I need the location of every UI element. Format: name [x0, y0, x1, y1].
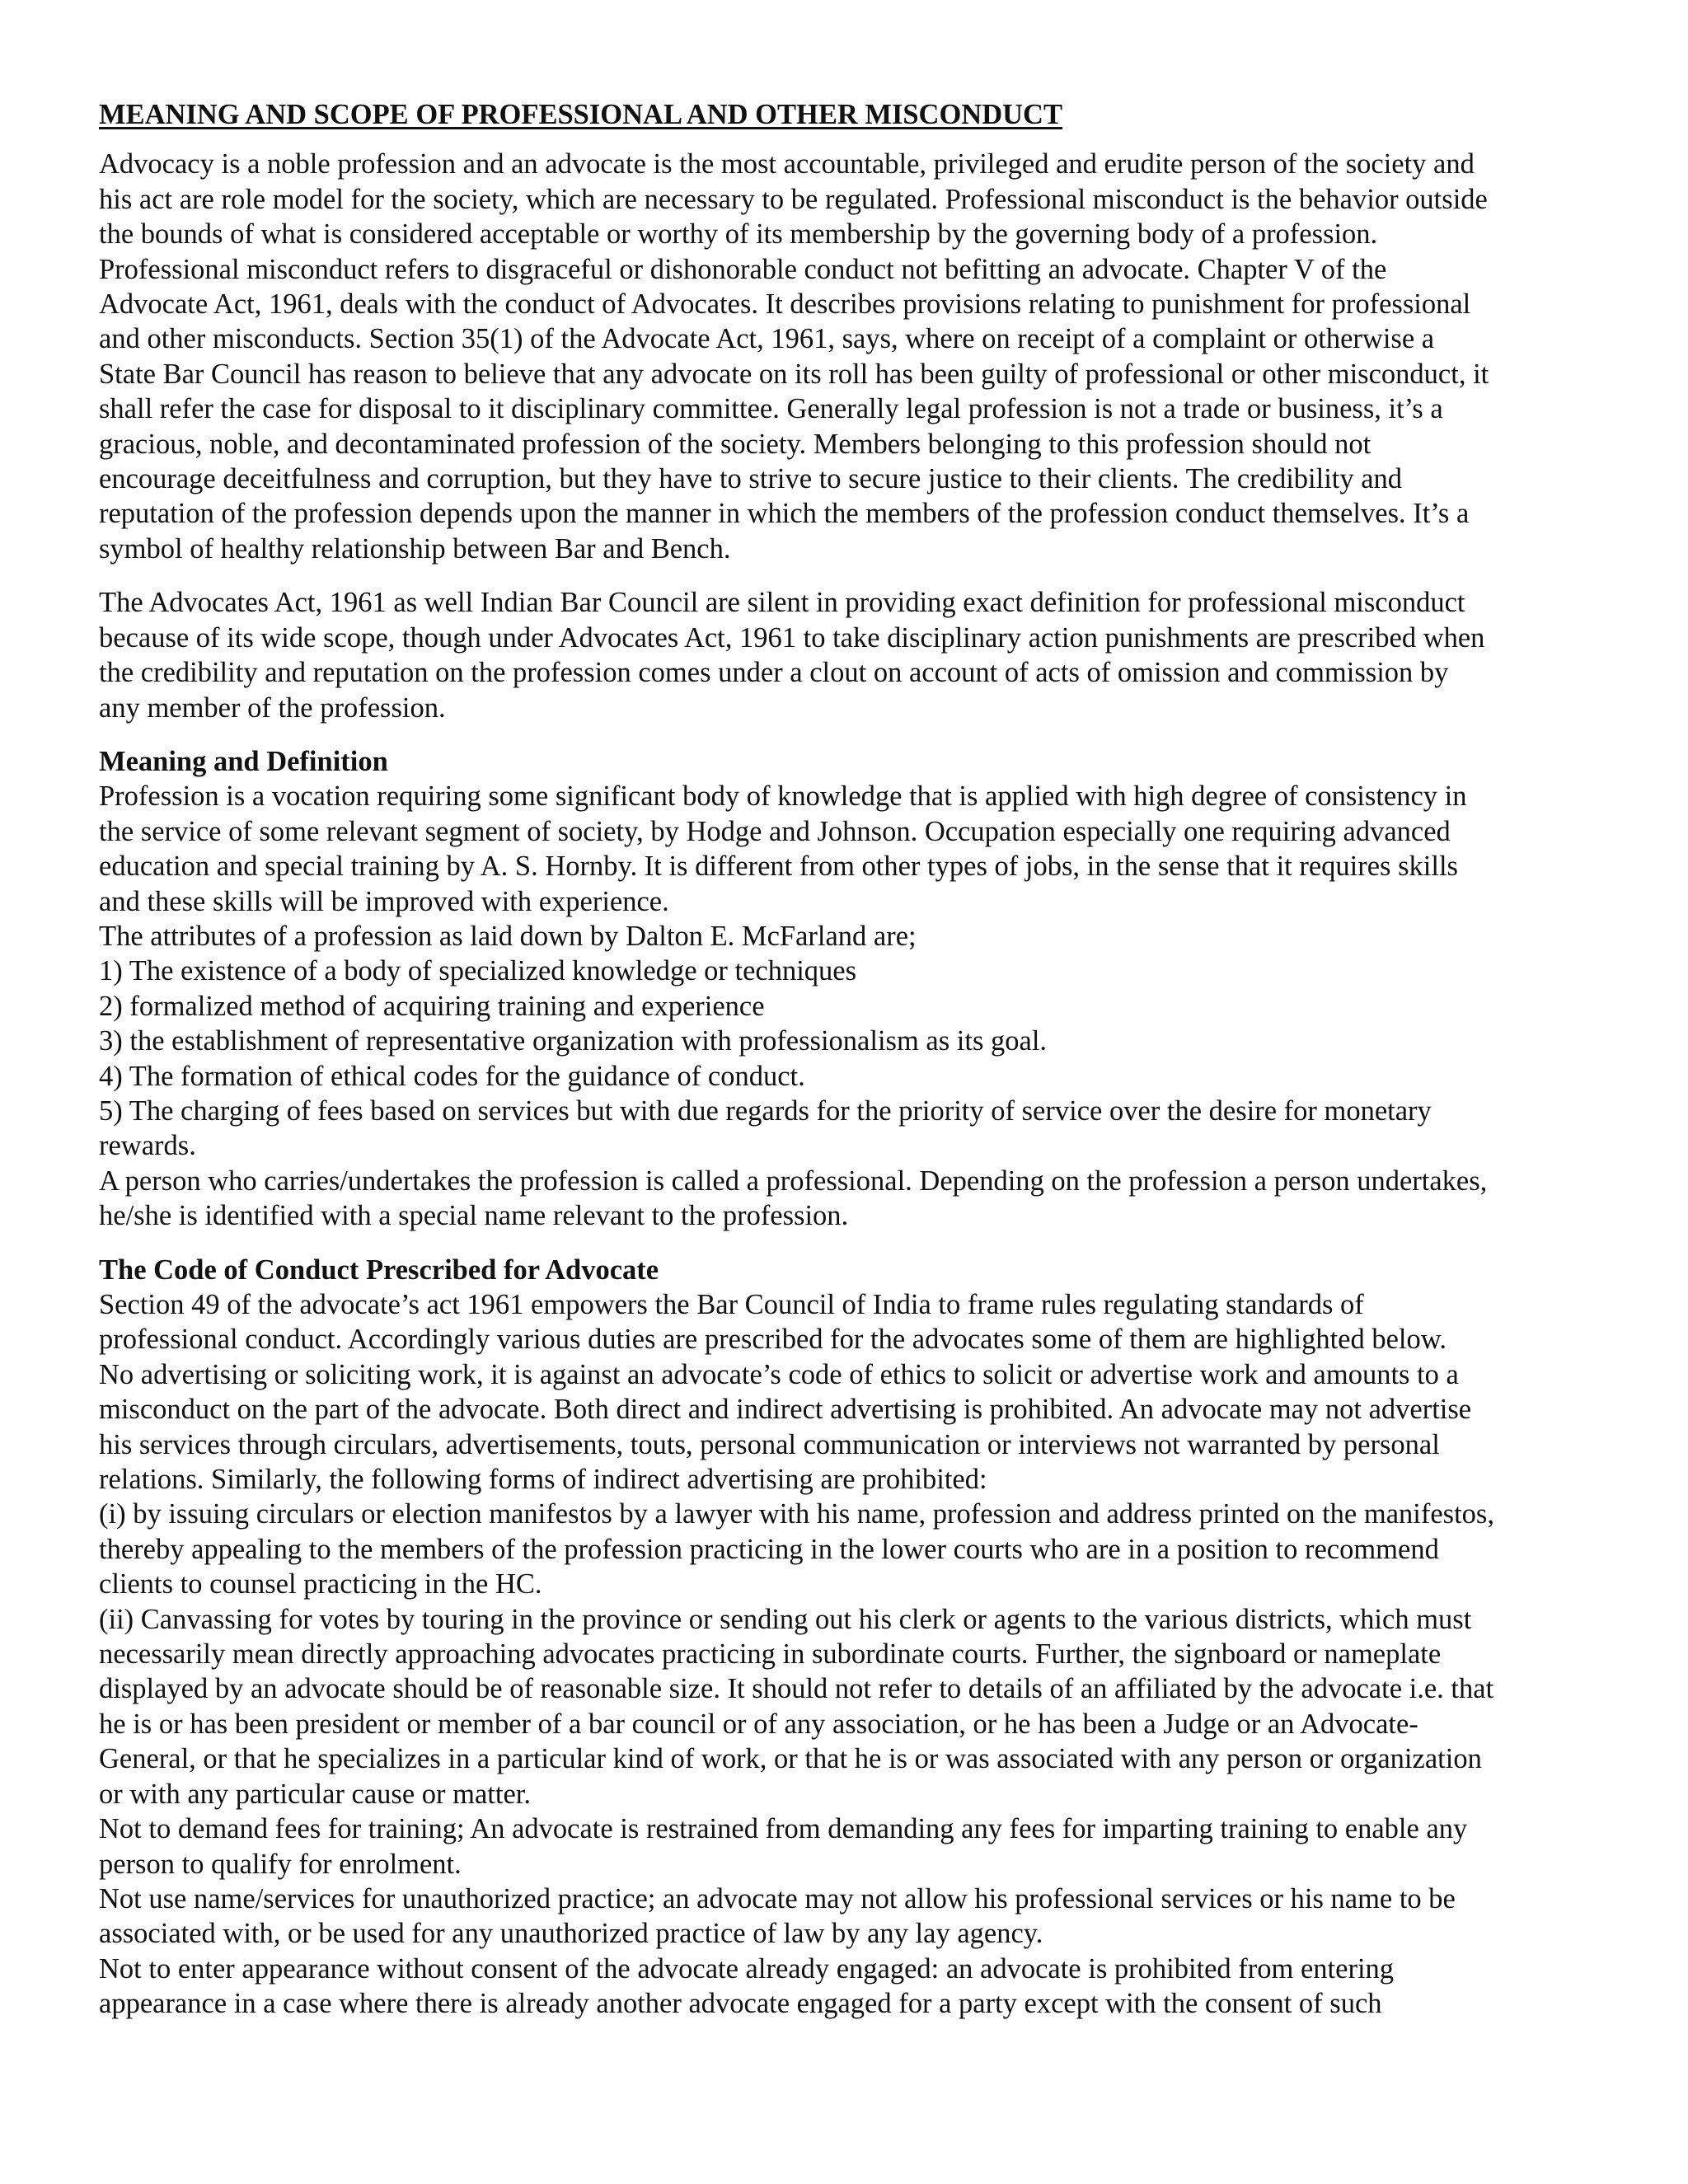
text-line: necessarily mean directly approaching advocates practicing in subordinate courts. Further, the signboard or nameplate: [99, 1638, 1442, 1671]
text-line: appearance in a case where there is already another advocate engaged for a party except with the consent of such: [99, 1988, 1382, 2020]
text-line: reputation of the profession depends upon the manner in which the members of the profession conduct themselves. It’s a: [99, 498, 1470, 530]
text-line: gracious, noble, and decontaminated profession of the society. Members belonging to this profession should not: [99, 428, 1372, 460]
document-page: [99, 97, 1599, 2041]
text-line: thereby appealing to the members of the profession practicing in the lower courts who are in a position to recommend: [99, 1533, 1439, 1565]
text-line: person to qualify for enrolment.: [99, 1848, 462, 1880]
section-meaning-and-definition: [99, 744, 1599, 1234]
text-line: the credibility and reputation on the profession comes under a clout on account of acts of omission and commission by: [99, 657, 1449, 689]
section-code-of-conduct: [99, 1253, 1599, 2022]
text-line: and other misconducts. Section 35(1) of the Advocate Act, 1961, says, where on receipt of a complaint or otherwise a: [99, 323, 1435, 355]
text-line: 3) the establishment of representative organization with professionalism as its goal.: [99, 1025, 1048, 1057]
text-line: the bounds of what is considered acceptable or worthy of its membership by the governing body of a profession.: [99, 218, 1378, 251]
text-line: professional conduct. Accordingly various duties are prescribed for the advocates some of them are highlighted below.: [99, 1324, 1447, 1356]
text-line: clients to counsel practicing in the HC.: [99, 1568, 542, 1601]
text-line: he/she is identified with a special name relevant to the profession.: [99, 1200, 849, 1232]
text-line: Not to enter appearance without consent of the advocate already engaged: an advocate is prohibited from entering: [99, 1952, 1395, 1985]
text-line: 5) The charging of fees based on services but with due regards for the priority of service over the desire for monetary: [99, 1094, 1432, 1127]
text-line: Not to demand fees for training; An advocate is restrained from demanding any fees for imparting training to enable any: [99, 1813, 1468, 1845]
text-line: encourage deceitfulness and corruption, but they have to strive to secure justice to their clients. The credibility and: [99, 463, 1403, 495]
text-line: (i) by issuing circulars or election manifestos by a lawyer with his name, profession and address printed on the manifestos,: [99, 1498, 1494, 1530]
text-line: displayed by an advocate should be of reasonable size. It should not refer to details of an affiliated by the advocate i.e. that: [99, 1673, 1494, 1705]
text-line: 4) The formation of ethical codes for the guidance of conduct.: [99, 1060, 805, 1092]
text-line: misconduct on the part of the advocate. Both direct and indirect advertising is prohibited. An advocate may not advertise: [99, 1394, 1472, 1426]
text-line: relations. Similarly, the following forms of indirect advertising are prohibited:: [99, 1464, 987, 1496]
text-line: Not use name/services for unauthorized practice; an advocate may not allow his professional services or his name to be: [99, 1882, 1456, 1915]
text-line: Advocate Act, 1961, deals with the conduct of Advocates. It describes provisions relating to punishment for professional: [99, 288, 1471, 321]
intro-paragraph: [99, 147, 1599, 566]
text-line: symbol of healthy relationship between Bar and Bench.: [99, 532, 731, 565]
text-line: Profession is a vocation requiring some significant body of knowledge that is applied with high degree of consistency in: [99, 780, 1467, 813]
section-body: [99, 779, 1599, 1233]
text-line: shall refer the case for disposal to it disciplinary committee. Generally legal profession is not a trade or business, it’s a: [99, 393, 1443, 425]
text-line: 2) formalized method of acquiring training and experience: [99, 990, 765, 1022]
section-heading: The Code of Conduct Prescribed for Advocate: [99, 1254, 659, 1286]
text-line: his act are role model for the society, which are necessary to be regulated. Professional misconduct is the behavior outside: [99, 183, 1488, 215]
section-heading: Meaning and Definition: [99, 745, 388, 777]
text-line: Section 49 of the advocate’s act 1961 empowers the Bar Council of India to frame rules regulating standards of: [99, 1289, 1364, 1320]
text-line: or with any particular cause or matter.: [99, 1778, 532, 1810]
text-line: he is or has been president or member of a bar council or of any association, or he has been a Judge or an Advocate-: [99, 1708, 1418, 1740]
text-line: No advertising or soliciting work, it is against an advocate’s code of ethics to solicit or advertise work and amounts to a: [99, 1358, 1459, 1390]
text-line: his services through circulars, advertisements, touts, personal communication or interviews not warranted by personal: [99, 1428, 1440, 1460]
text-line: General, or that he specializes in a particular kind of work, or that he is or was associated with any person or organization: [99, 1743, 1482, 1775]
section-body: [99, 1287, 1599, 2022]
text-line: rewards.: [99, 1130, 196, 1162]
text-line: and these skills will be improved with experience.: [99, 885, 669, 917]
definition-paragraph: [99, 585, 1599, 725]
text-line: the service of some relevant segment of society, by Hodge and Johnson. Occupation especially one requiring advanced: [99, 815, 1451, 847]
text-line: 1) The existence of a body of specialized knowledge or techniques: [99, 955, 857, 987]
text-line: education and special training by A. S. Hornby. It is different from other types of jobs, in the sense that it requires skills: [99, 851, 1458, 883]
text-line: because of its wide scope, though under Advocates Act, 1961 to take disciplinary action punishments are prescribed when: [99, 621, 1485, 654]
text-line: Advocacy is a noble profession and an advocate is the most accountable, privileged and erudite person of the society and: [99, 148, 1475, 180]
text-line: associated with, or be used for any unauthorized practice of law by any lay agency.: [99, 1918, 1043, 1950]
text-line: The attributes of a profession as laid down by Dalton E. McFarland are;: [99, 920, 917, 952]
text-line: State Bar Council has reason to believe that any advocate on its roll has been guilty of professional or other misconduct, it: [99, 358, 1489, 390]
text-line: (ii) Canvassing for votes by touring in the province or sending out his clerk or agents to the various districts, which must: [99, 1603, 1472, 1635]
text-line: Professional misconduct refers to disgraceful or dishonorable conduct not befitting an advocate. Chapter V of the: [99, 253, 1387, 285]
text-line: A person who carries/undertakes the profession is called a professional. Depending on the profession a person undertakes,: [99, 1165, 1488, 1197]
text-line: any member of the profession.: [99, 691, 446, 724]
text-line: The Advocates Act, 1961 as well Indian Bar Council are silent in providing exact definition for professional misconduct: [99, 587, 1465, 619]
document-title: MEANING AND SCOPE OF PROFESSIONAL AND OTHER MISCONDUCT: [99, 99, 1062, 130]
